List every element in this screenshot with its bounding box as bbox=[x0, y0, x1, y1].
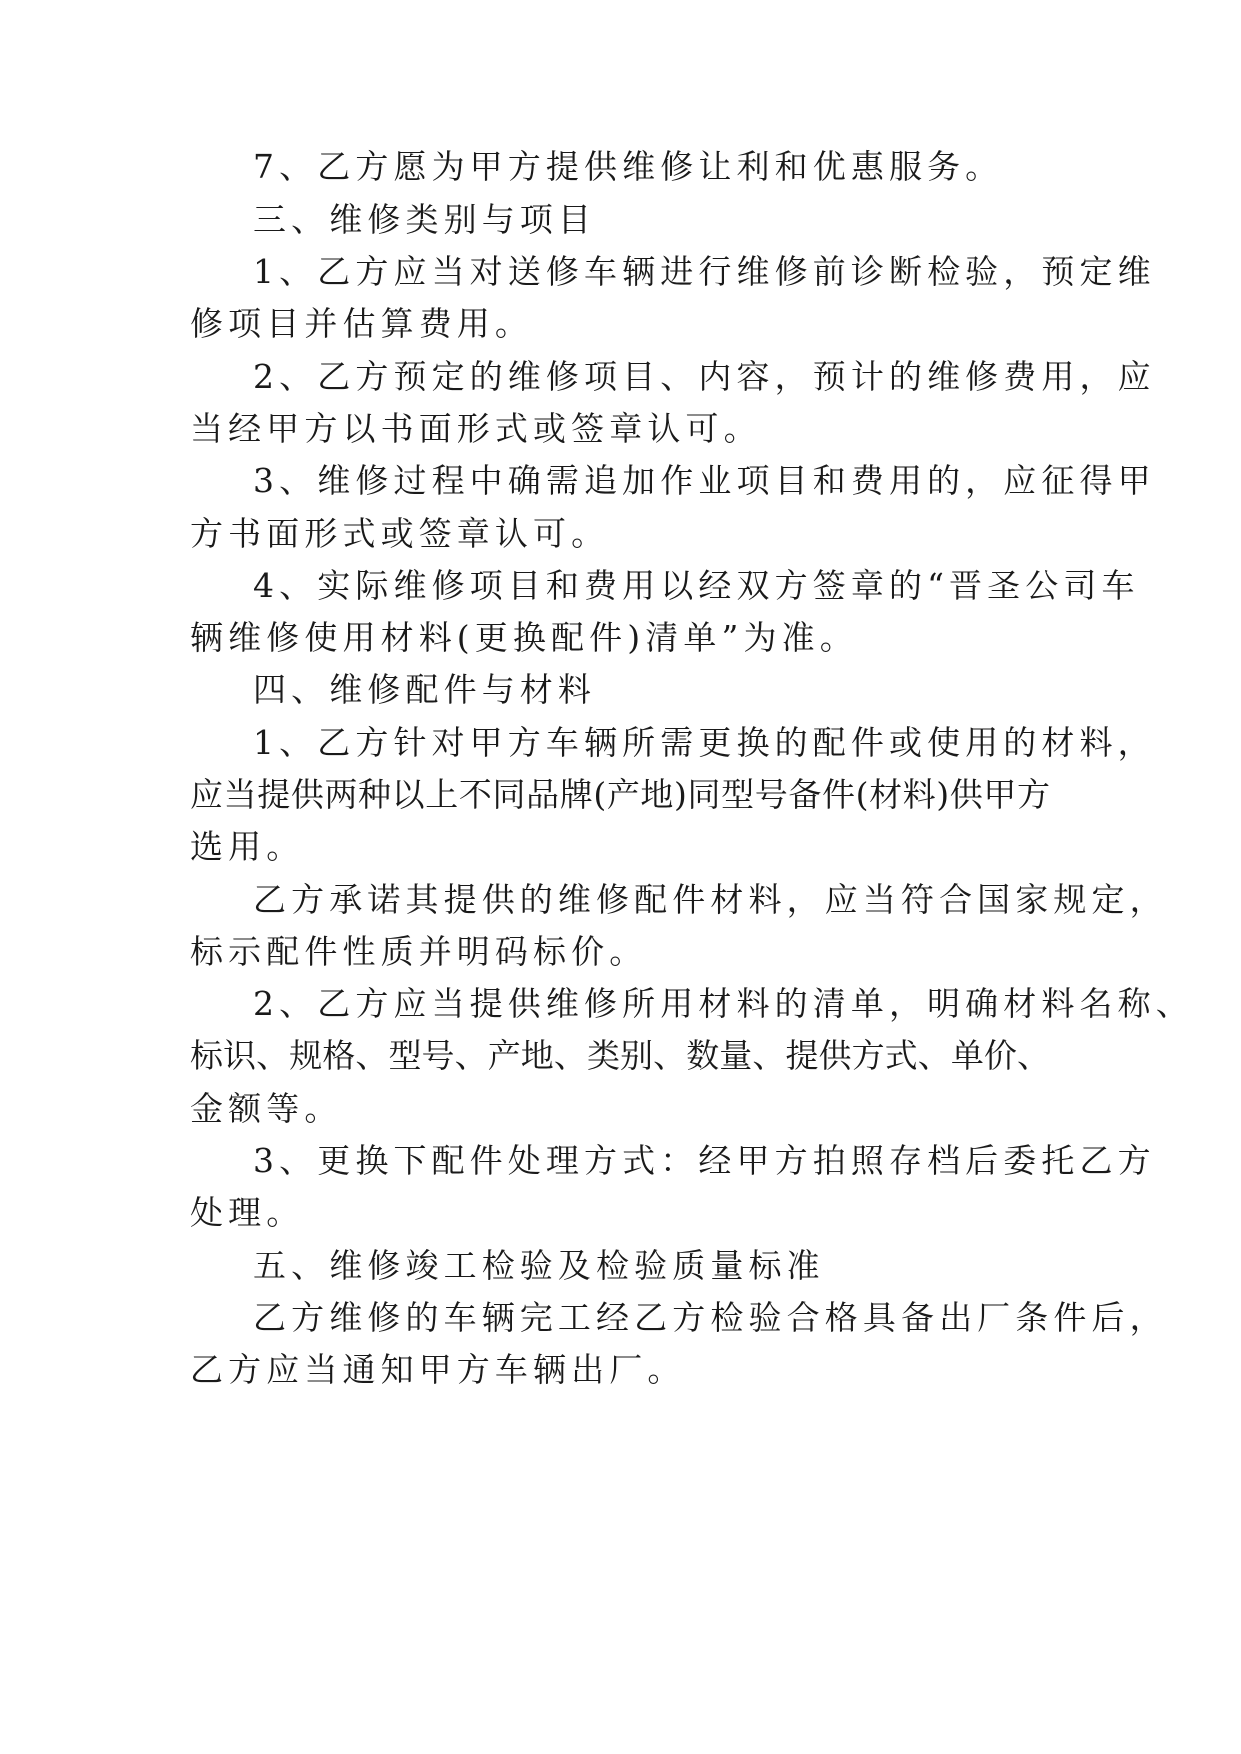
clause-3-1-line-2: 修项目并估算费用。 bbox=[190, 304, 534, 343]
clause-3-4-line-2: 辆维修使用材料(更换配件)清单”为准。 bbox=[190, 618, 858, 657]
section-heading-4: 四、维修配件与材料 bbox=[253, 670, 597, 709]
clause-4-2-line-1: 2、乙方应当提供维修所用材料的清单，明确材料名称、 bbox=[253, 984, 1194, 1023]
clause-5-line-1: 乙方维修的车辆完工经乙方检验合格具备出厂条件后， bbox=[253, 1298, 1168, 1337]
section-heading-3: 三、维修类别与项目 bbox=[253, 200, 597, 239]
clause-4-2-line-2: 标识、规格、型号、产地、类别、数量、提供方式、单价、 bbox=[190, 1036, 1050, 1075]
section-heading-5: 五、维修竣工检验及检验质量标准 bbox=[253, 1246, 825, 1285]
clause-3-2-line-1: 2、乙方预定的维修项目、内容，预计的维修费用，应 bbox=[253, 357, 1156, 396]
clause-4-1-line-2: 应当提供两种以上不同品牌(产地)同型号备件(材料)供甲方 bbox=[190, 775, 1050, 814]
clause-4-3-line-1: 3、更换下配件处理方式：经甲方拍照存档后委托乙方 bbox=[253, 1141, 1156, 1180]
clause-4-1-line-3: 选用。 bbox=[190, 827, 305, 866]
clause-2-7: 7、乙方愿为甲方提供维修让利和优惠服务。 bbox=[253, 147, 1004, 186]
clause-3-1-line-1: 1、乙方应当对送修车辆进行维修前诊断检验，预定维 bbox=[253, 252, 1156, 291]
document-page bbox=[190, 0, 1194, 1754]
clause-4-3-line-2: 处理。 bbox=[190, 1193, 305, 1232]
clause-3-3-line-2: 方书面形式或签章认可。 bbox=[190, 514, 610, 553]
clause-5-line-2: 乙方应当通知甲方车辆出厂。 bbox=[190, 1350, 686, 1389]
clause-3-3-line-1: 3、维修过程中确需追加作业项目和费用的，应征得甲 bbox=[253, 461, 1156, 500]
clause-4-1-line-1: 1、乙方针对甲方车辆所需更换的配件或使用的材料， bbox=[253, 723, 1156, 762]
clause-4-1b-line-2: 标示配件性质并明码标价。 bbox=[190, 932, 648, 971]
clause-3-4-line-1: 4、实际维修项目和费用以经双方签章的“晋圣公司车 bbox=[253, 566, 1140, 605]
clause-4-2-line-3: 金额等。 bbox=[190, 1089, 343, 1128]
clause-3-2-line-2: 当经甲方以书面形式或签章认可。 bbox=[190, 409, 762, 448]
clause-4-1b-line-1: 乙方承诺其提供的维修配件材料，应当符合国家规定， bbox=[253, 880, 1168, 919]
